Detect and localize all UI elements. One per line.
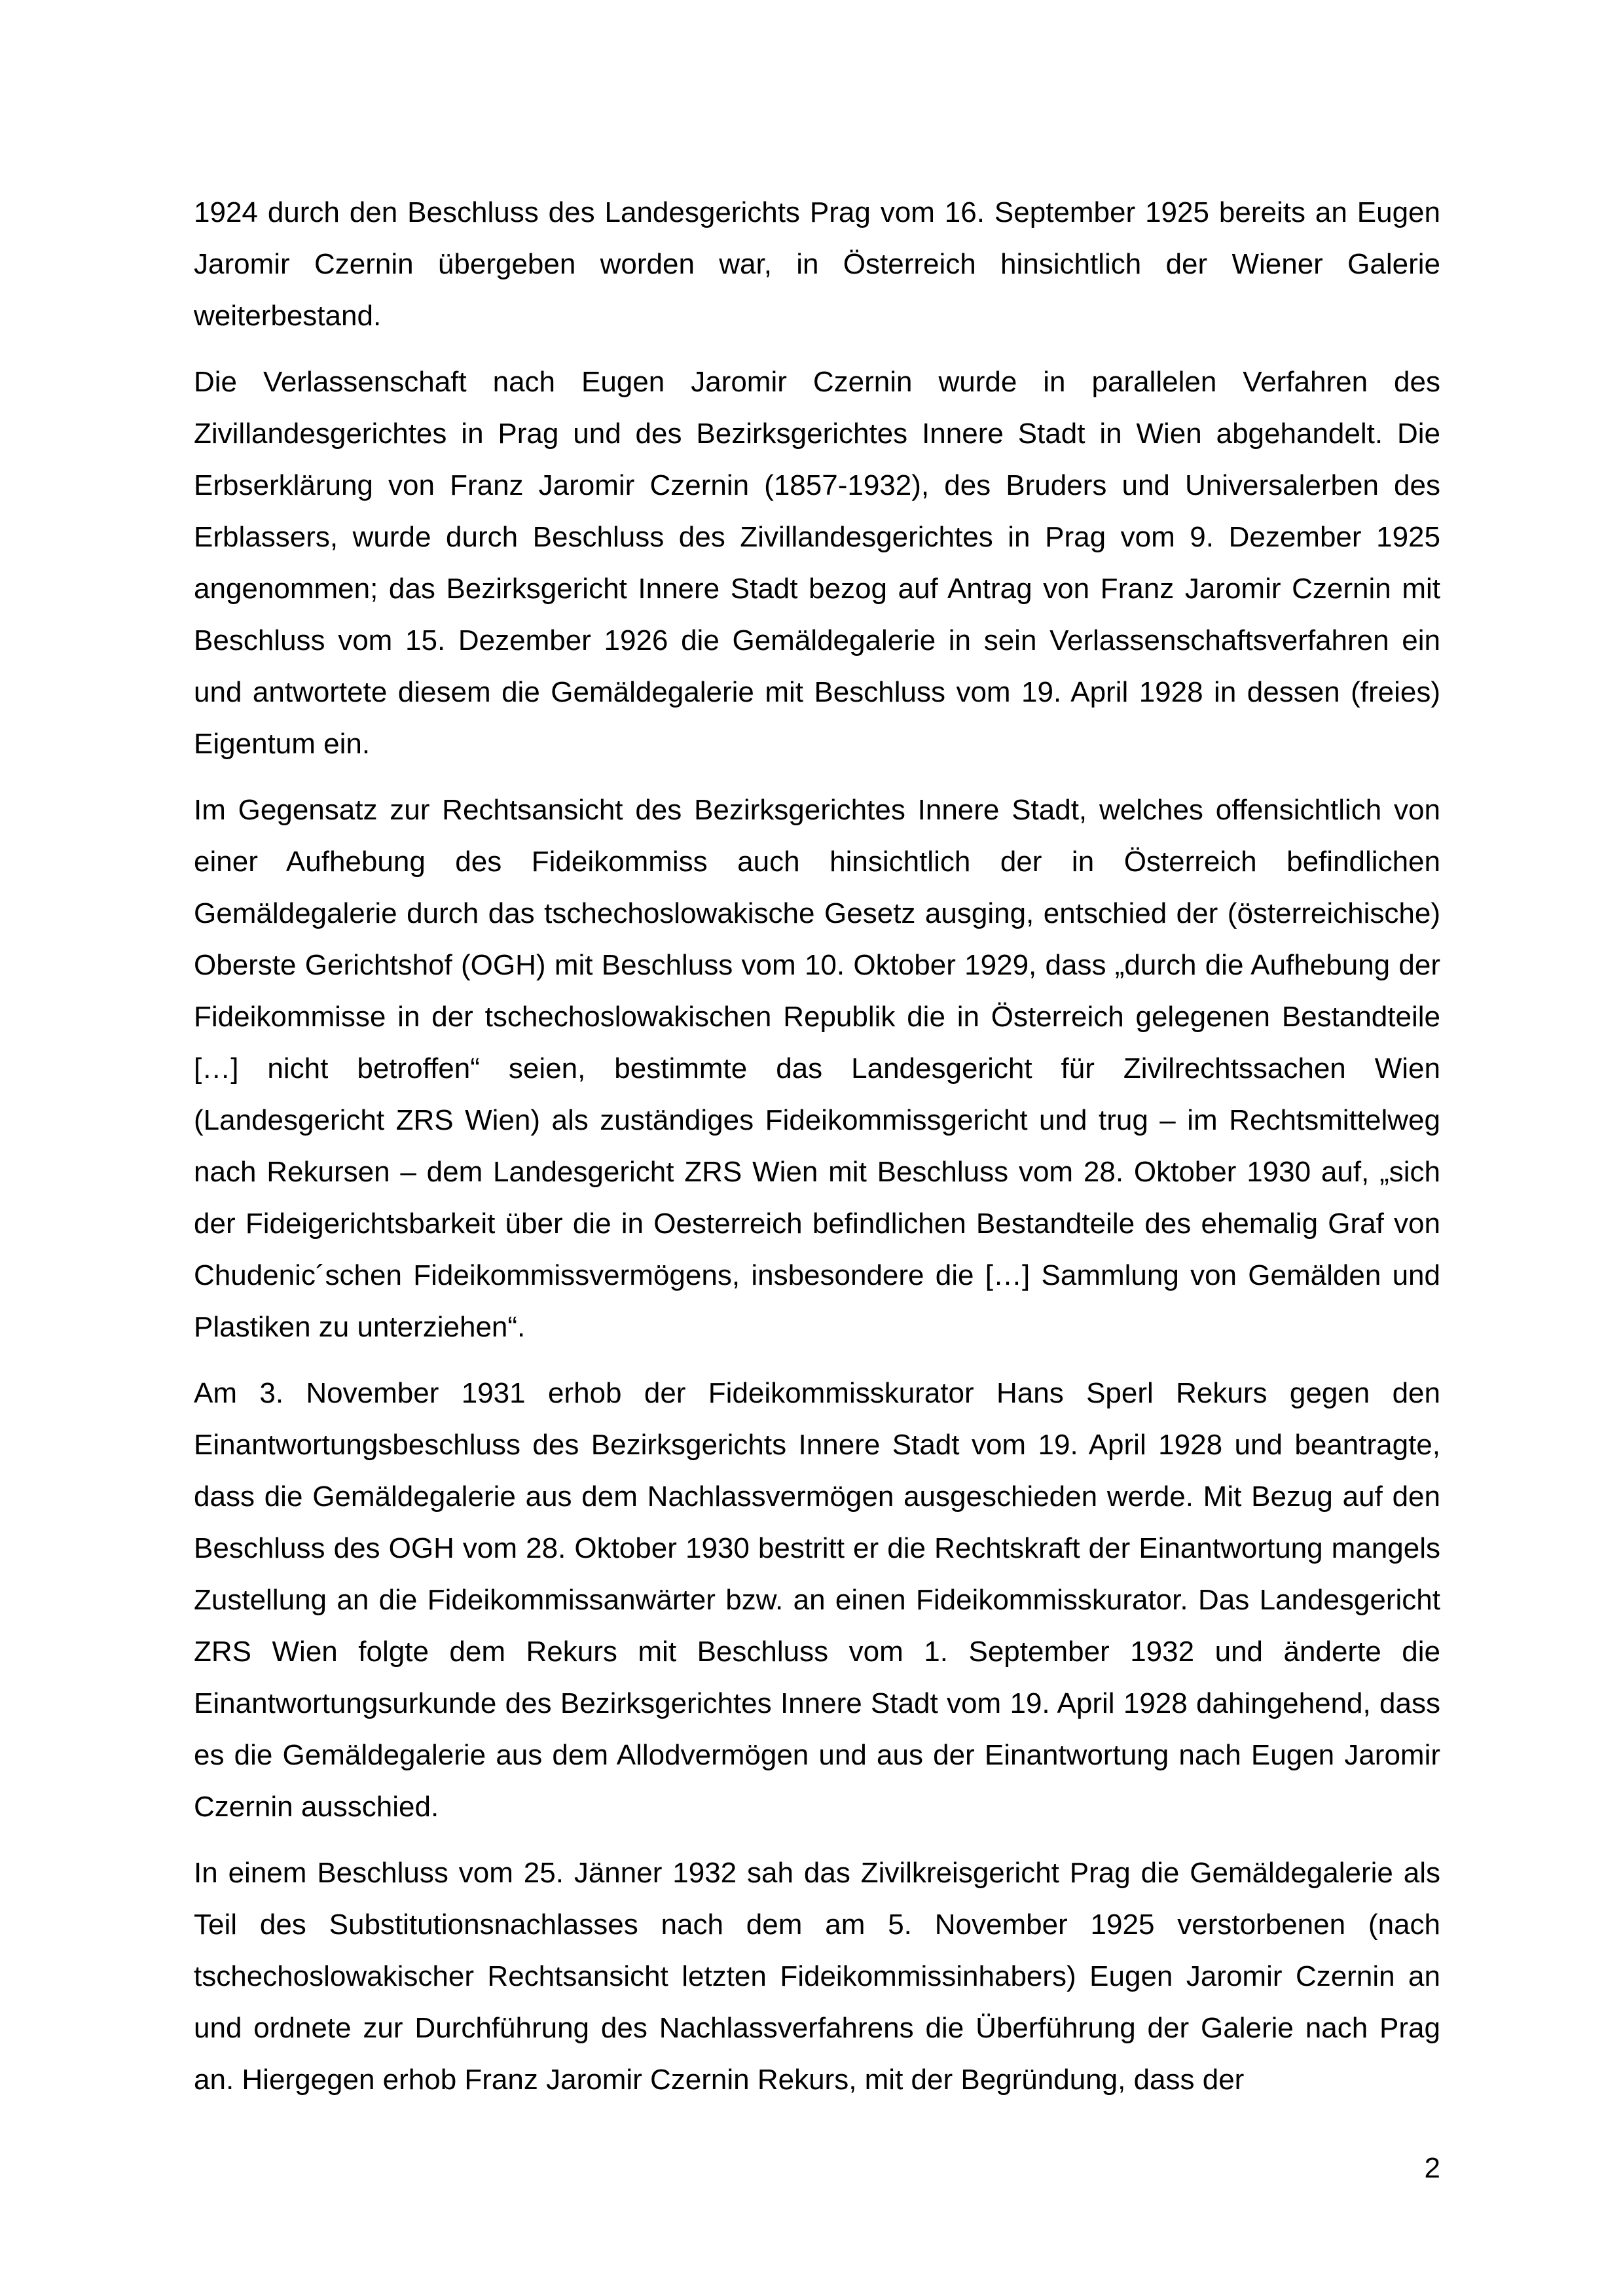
paragraph-3: Im Gegensatz zur Rechtsansicht des Bezirksgerichtes Innere Stadt, welches offensichtlich von einer Aufhebung des Fideikommiss auch hinsichtlich der in Österreich befindlichen Gemäldegalerie durch das tschechoslowakische Gesetz ausging, entschied der (österreichische) Oberste Gerichtshof (OGH) mit Beschluss vom 10. Oktober 1929, dass „durch die Aufhebung der Fideikommisse in der tschechoslowakischen Republik die in Österreich gelegenen Bestandteile […] nicht betroffen“ seien, bestimmte das Landesgericht für Zivilrechtssachen Wien (Landesgericht ZRS Wien) als zuständiges Fideikommissgericht und trug – im Rechtsmittelweg nach Rekursen – dem Landesgericht ZRS Wien mit Beschluss vom 28. Oktober 1930 auf, „sich der Fideigerichtsbarkeit über die in Oesterreich befindlichen Bestandteile des ehemalig Graf von Chudenic´schen Fideikommissvermögens, insbesondere die […] Sammlung von Gemälden und Plastiken zu unterziehen“.: [194, 794, 1440, 1343]
paragraph-4: Am 3. November 1931 erhob der Fideikommisskurator Hans Sperl Rekurs gegen den Einantwortungsbeschluss des Bezirksgerichts Innere Stadt vom 19. April 1928 und beantragte, dass die Gemäldegalerie aus dem Nachlassvermögen ausgeschieden werde. Mit Bezug auf den Beschluss des OGH vom 28. Oktober 1930 bestritt er die Rechtskraft der Einantwortung mangels Zustellung an die Fideikommissanwärter bzw. an einen Fideikommisskurator. Das Landesgericht ZRS Wien folgte dem Rekurs mit Beschluss vom 1. September 1932 und änderte die Einantwortungsurkunde des Bezirksgerichtes Innere Stadt vom 19. April 1928 dahingehend, dass es die Gemäldegalerie aus dem Allodvermögen und aus der Einantwortung nach Eugen Jaromir Czernin ausschied.: [194, 1377, 1440, 1823]
paragraph-5: In einem Beschluss vom 25. Jänner 1932 sah das Zivilkreisgericht Prag die Gemäldegalerie als Teil des Substitutionsnachlasses nach dem am 5. November 1925 verstorbenen (nach tschechoslowakischer Rechtsansicht letzten Fideikommissinhabers) Eugen Jaromir Czernin an und ordnete zur Durchführung des Nachlassverfahrens die Überführung der Galerie nach Prag an. Hiergegen erhob Franz Jaromir Czernin Rekurs, mit der Begründung, dass der: [194, 1857, 1440, 2096]
page-body: [194, 187, 1440, 2120]
paragraph-2: Die Verlassenschaft nach Eugen Jaromir Czernin wurde in parallelen Verfahren des Zivillandesgerichtes in Prag und des Bezirksgerichtes Innere Stadt in Wien abgehandelt. Die Erbserklärung von Franz Jaromir Czernin (1857-1932), des Bruders und Universalerben des Erblassers, wurde durch Beschluss des Zivillandesgerichtes in Prag vom 9. Dezember 1925 angenommen; das Bezirksgericht Innere Stadt bezog auf Antrag von Franz Jaromir Czernin mit Beschluss vom 15. Dezember 1926 die Gemäldegalerie in sein Verlassenschaftsverfahren ein und antwortete diesem die Gemäldegalerie mit Beschluss vom 19. April 1928 in dessen (freies) Eigentum ein.: [194, 366, 1440, 760]
page-number: 2: [1424, 2152, 1440, 2184]
paragraph-1: 1924 durch den Beschluss des Landesgerichts Prag vom 16. September 1925 bereits an Eugen Jaromir Czernin übergeben worden war, in Österreich hinsichtlich der Wiener Galerie weiterbestand.: [194, 196, 1440, 332]
